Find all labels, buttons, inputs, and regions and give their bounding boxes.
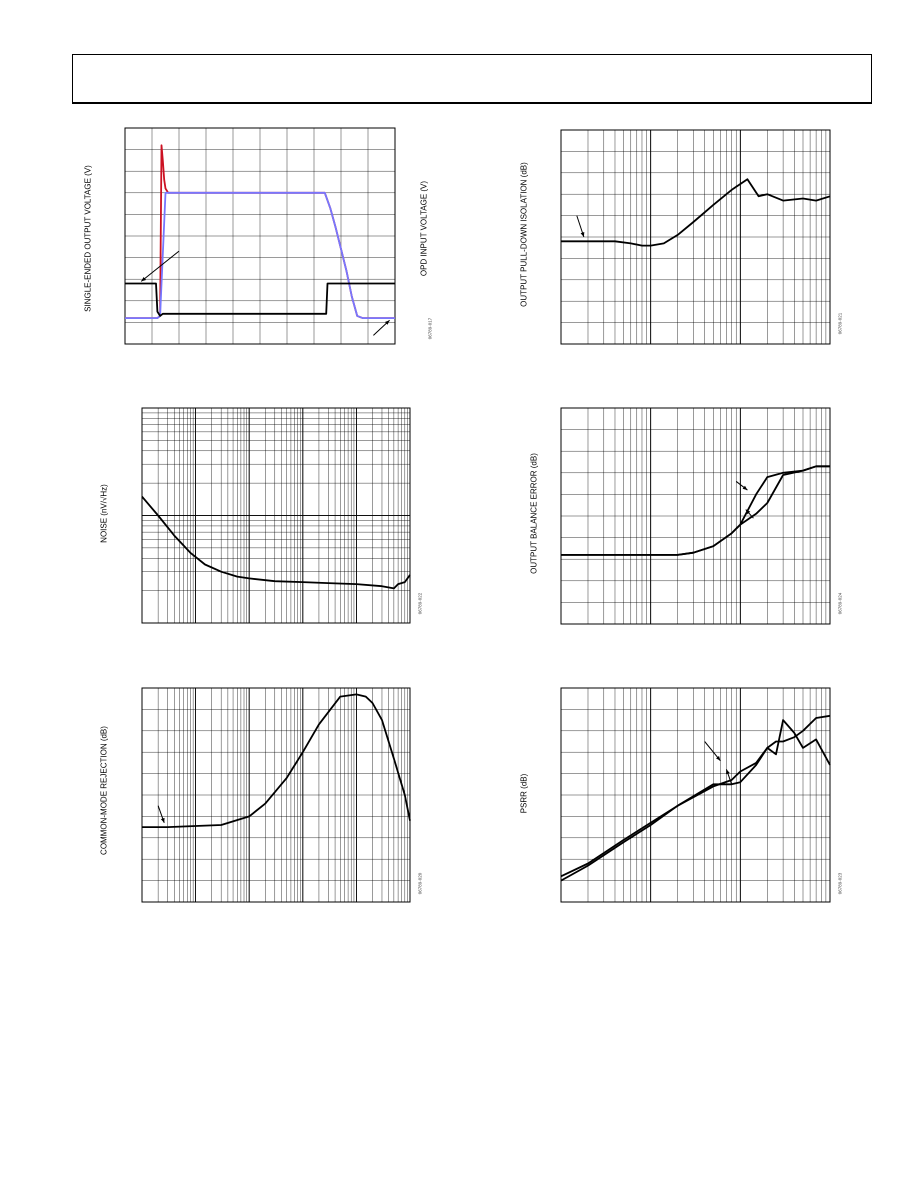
figure-code: 06789-024 [837, 592, 843, 615]
y-axis-label: SINGLE-ENDED OUTPUT VOLTAGE (V) [83, 165, 93, 312]
series-line-2 [561, 466, 830, 555]
chart-svg [80, 400, 460, 640]
chart-output-balance-error [510, 400, 850, 640]
gridlines [125, 128, 395, 344]
gridlines [561, 130, 830, 344]
series-line-1 [561, 179, 830, 245]
series-line-2 [561, 716, 830, 877]
y-axis-label: OUTPUT BALANCE ERROR (dB) [529, 453, 539, 574]
chart-svg [510, 680, 850, 920]
figure-code: 06789-020 [417, 872, 423, 895]
y-axis-label: NOISE (nV/√Hz) [99, 484, 109, 543]
annotation-arrowhead-1 [581, 232, 585, 237]
series-line-1 [561, 720, 830, 881]
chart-output-pull-down-isolation [510, 120, 850, 360]
chart-common-mode-rejection [80, 680, 460, 920]
figure-code: 06789-021 [837, 312, 843, 335]
page-header-box [72, 54, 872, 104]
chart-psrr [510, 680, 850, 920]
y-axis-label: OUTPUT PULL-DOWN ISOLATION (dB) [519, 162, 529, 307]
gridlines [561, 408, 830, 624]
gridlines [142, 688, 410, 902]
y-axis-label: COMMON-MODE REJECTION (dB) [99, 726, 109, 855]
y-axis-label: PSRR (dB) [519, 773, 529, 814]
series-line-1 [142, 497, 410, 589]
figure-code: 06789-023 [837, 872, 843, 895]
chart-svg [510, 120, 850, 360]
series-line-1 [142, 694, 410, 827]
gridlines [142, 408, 410, 623]
figure-code: 06789-017 [427, 317, 433, 340]
chart-noise [80, 400, 460, 640]
series-line-1 [561, 466, 830, 555]
chart-svg [80, 680, 460, 920]
chart-single-ended-output-voltage [80, 120, 460, 360]
y2-axis-label: OPD INPUT VOLTAGE (V) [419, 180, 429, 277]
chart-svg [80, 120, 460, 360]
figure-code: 06789-022 [417, 592, 423, 615]
chart-svg [510, 400, 850, 640]
annotation-arrowhead-1 [161, 818, 165, 823]
